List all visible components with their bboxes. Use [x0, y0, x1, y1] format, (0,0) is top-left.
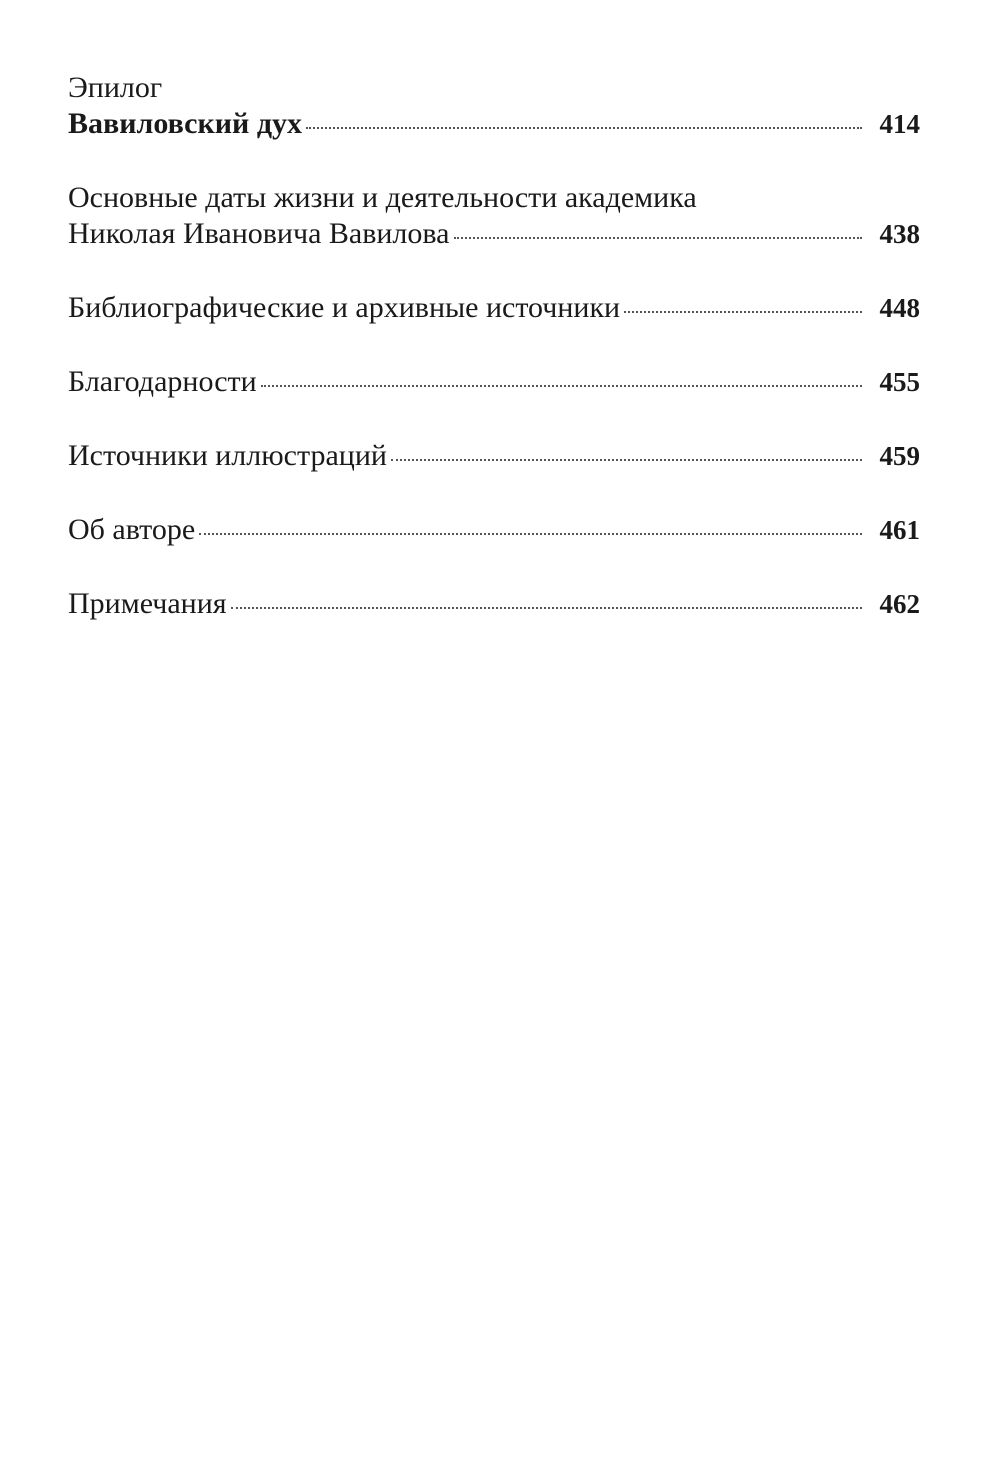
toc-entry-vavilov-spirit[interactable] — [68, 106, 920, 142]
toc-entry-title: Николая Ивановича Вавилова — [68, 217, 450, 250]
dot-leader — [199, 533, 862, 535]
dot-leader — [454, 237, 863, 239]
toc-entry-title: Об авторе — [68, 513, 196, 546]
toc-entry-title: Библиографические и архивные источники — [68, 291, 621, 324]
toc-entry-title-line1: Основные даты жизни и деятельности академика — [68, 181, 697, 214]
dot-leader — [391, 459, 862, 461]
toc-entry-notes[interactable] — [68, 586, 920, 622]
toc-entry-illustration-sources[interactable] — [68, 438, 920, 474]
toc-entry-about-author[interactable] — [68, 512, 920, 548]
epilogue-label: Эпилог — [68, 71, 163, 104]
toc-entry-title: Вавиловский дух — [68, 107, 302, 140]
toc-entry-chronology[interactable] — [68, 216, 920, 252]
toc-entry-page: 462 — [879, 589, 920, 619]
toc-entry-page: 459 — [879, 441, 920, 471]
dot-leader — [261, 385, 862, 387]
toc-entry-title: Источники иллюстраций — [68, 439, 387, 472]
table-of-contents — [68, 70, 920, 622]
toc-entry-page: 455 — [879, 367, 920, 397]
dot-leader — [624, 311, 862, 313]
dot-leader — [231, 607, 862, 609]
toc-entry-acknowledgements[interactable] — [68, 364, 920, 400]
toc-entry-title: Благодарности — [68, 365, 257, 398]
toc-entry-title: Примечания — [68, 587, 227, 620]
toc-entry-page: 448 — [879, 293, 920, 323]
dot-leader — [306, 127, 862, 129]
toc-entry-page: 414 — [879, 109, 920, 139]
toc-entry-page: 461 — [879, 515, 920, 545]
toc-entry-page: 438 — [879, 219, 920, 249]
toc-entry-sources[interactable] — [68, 290, 920, 326]
